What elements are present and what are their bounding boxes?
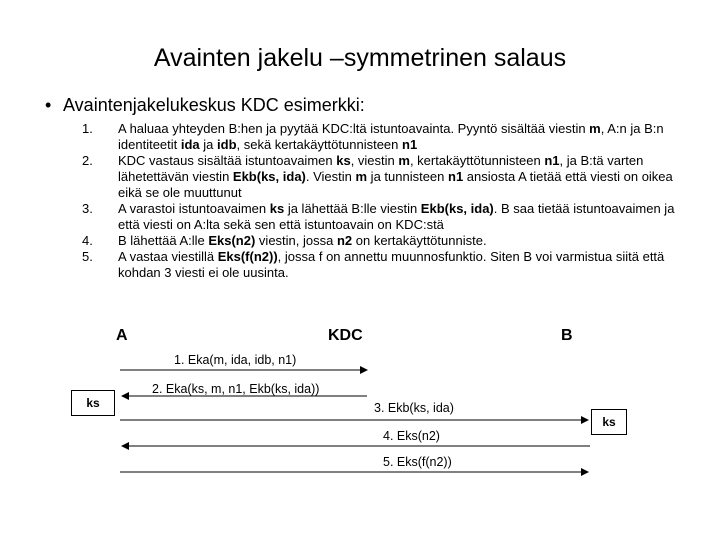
message-3: 3. Ekb(ks, ida) [374, 401, 454, 415]
text-run: , sekä kertakäyttötunnisteen [236, 137, 402, 152]
message-5: 5. Eks(f(n2)) [383, 455, 452, 469]
text-run: on kertakäyttötunniste. [352, 233, 487, 248]
text-run: , kertakäyttötunnisteen [409, 153, 545, 168]
list-item-number: 1. [82, 121, 93, 136]
message-2: 2. Eka(ks, m, n1, Ekb(ks, ida)) [152, 382, 320, 396]
emphasis-term: m [398, 153, 410, 168]
emphasis-term: Eks(f(n2)) [217, 249, 278, 264]
text-run: . B saa tietää istuntoavaimen ja että viesti on A:lta sekä sen että istuntoavain on KDC:stä [118, 201, 675, 232]
party-b-label: B [561, 327, 573, 344]
text-run: ja [199, 137, 218, 152]
bullet-dot: • [45, 95, 52, 115]
text-run: viestin, jossa [255, 233, 337, 248]
text-run: ansiosta A tietää että viesti on oikea eikä se ole muuttunut [118, 169, 673, 200]
session-key-box-a: ks [71, 390, 115, 416]
emphasis-term: idb [217, 137, 237, 152]
emphasis-term: Eks(n2) [208, 233, 256, 248]
emphasis-term: n2 [336, 233, 353, 248]
emphasis-term: n1 [402, 137, 418, 152]
emphasis-term: ks [336, 153, 351, 168]
emphasis-term: Ekb(ks, ida) [420, 201, 494, 216]
emphasis-term: Ekb(ks, ida) [232, 169, 306, 184]
text-run: ja lähettää B:lle viestin [284, 201, 421, 216]
slide-title: Avainten jakelu –symmetrinen salaus [153, 44, 567, 72]
text-run: , jossa f on annettu muunnosfunktio. Siten B voi varmistua siitä että kohdan 3 viesti ei ole uusinta. [118, 249, 665, 280]
text-run: , A:n ja B:n identiteetit [118, 121, 664, 152]
text-run: , ja B:tä varten lähetettävän viestin [118, 153, 644, 184]
message-4: 4. Eks(n2) [383, 429, 440, 443]
session-key-box-b: ks [591, 409, 627, 435]
list-item-number: 3. [82, 201, 93, 216]
text-run: ja tunnisteen [367, 169, 449, 184]
list-item-number: 2. [82, 153, 93, 168]
party-kdc-label: KDC [328, 327, 363, 344]
emphasis-term: ks [269, 201, 285, 216]
text-run: KDC vastaus sisältää istuntoavaimen [118, 153, 337, 168]
party-a-label: A [116, 327, 128, 344]
list-item-number: 4. [82, 233, 93, 248]
list-item-number: 5. [82, 249, 93, 264]
text-run: B lähettää A:lle [118, 233, 209, 248]
message-1: 1. Eka(m, ida, idb, n1) [174, 353, 297, 367]
text-run: A vastaa viestillä [118, 249, 218, 264]
text-run: A haluaa yhteyden B:hen ja pyytää KDC:ltä istuntoavainta. Pyyntö sisältää viestin [118, 121, 590, 136]
emphasis-term: m [355, 169, 368, 184]
emphasis-term: ida [180, 137, 200, 152]
emphasis-term: m [589, 121, 601, 136]
text-run: A varastoi istuntoavaimen [118, 201, 270, 216]
emphasis-term: n1 [448, 169, 464, 184]
text-run: . Viestin [305, 169, 356, 184]
text-run: , viestin [350, 153, 399, 168]
emphasis-term: n1 [544, 153, 560, 168]
bullet-text: Avaintenjakelukeskus KDC esimerkki: [63, 95, 365, 115]
